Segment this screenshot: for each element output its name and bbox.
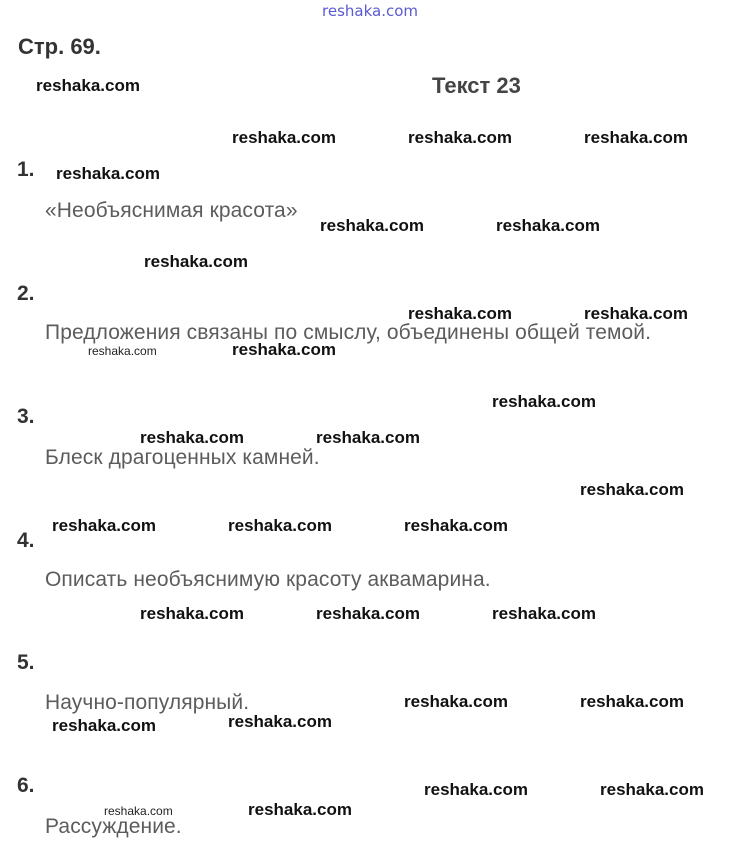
watermark: reshaka.com <box>228 516 332 535</box>
watermark: reshaka.com <box>492 392 596 411</box>
watermark: reshaka.com <box>88 344 157 358</box>
watermark: reshaka.com <box>140 604 244 623</box>
watermark: reshaka.com <box>104 804 173 818</box>
watermark: reshaka.com <box>56 164 160 183</box>
answer-number: 5. <box>17 651 35 674</box>
watermark: reshaka.com <box>580 480 684 499</box>
answer-text: Блеск драгоценных камней. <box>45 446 320 469</box>
watermark: reshaka.com <box>140 428 244 447</box>
watermark: reshaka.com <box>52 716 156 735</box>
watermark: reshaka.com <box>580 692 684 711</box>
page-label: Стр. 69. <box>18 34 101 59</box>
watermark: reshaka.com <box>584 304 688 323</box>
watermark: reshaka.com <box>36 76 140 95</box>
watermark: reshaka.com <box>408 128 512 147</box>
text-title: Текст 23 <box>432 73 521 98</box>
watermark: reshaka.com <box>228 712 332 731</box>
watermark: reshaka.com <box>408 304 512 323</box>
answer-number: 6. <box>17 774 35 797</box>
watermark: reshaka.com <box>232 128 336 147</box>
site-watermark-top: reshaka.com <box>322 2 418 20</box>
answer-text: «Необъяснимая красота» <box>45 199 298 222</box>
answer-text: Предложения связаны по смыслу, объединены общей темой. <box>45 321 652 344</box>
answer-number: 4. <box>17 529 35 552</box>
watermark: reshaka.com <box>248 800 352 819</box>
watermark: reshaka.com <box>316 604 420 623</box>
answer-number: 1. <box>17 158 35 181</box>
watermark: reshaka.com <box>600 780 704 799</box>
watermark: reshaka.com <box>424 780 528 799</box>
watermark: reshaka.com <box>404 516 508 535</box>
answer-text: Рассуждение. <box>45 815 182 838</box>
watermark: reshaka.com <box>232 340 336 359</box>
watermark: reshaka.com <box>52 516 156 535</box>
answer-text: Описать необъяснимую красоту аквамарина. <box>45 568 491 591</box>
watermark: reshaka.com <box>404 692 508 711</box>
answer-number: 3. <box>17 405 35 428</box>
watermark: reshaka.com <box>320 216 424 235</box>
answer-text: Научно-популярный. <box>45 691 250 714</box>
watermark: reshaka.com <box>316 428 420 447</box>
watermark: reshaka.com <box>492 604 596 623</box>
watermark: reshaka.com <box>144 252 248 271</box>
watermark: reshaka.com <box>584 128 688 147</box>
answer-number: 2. <box>17 282 35 305</box>
watermark: reshaka.com <box>496 216 600 235</box>
